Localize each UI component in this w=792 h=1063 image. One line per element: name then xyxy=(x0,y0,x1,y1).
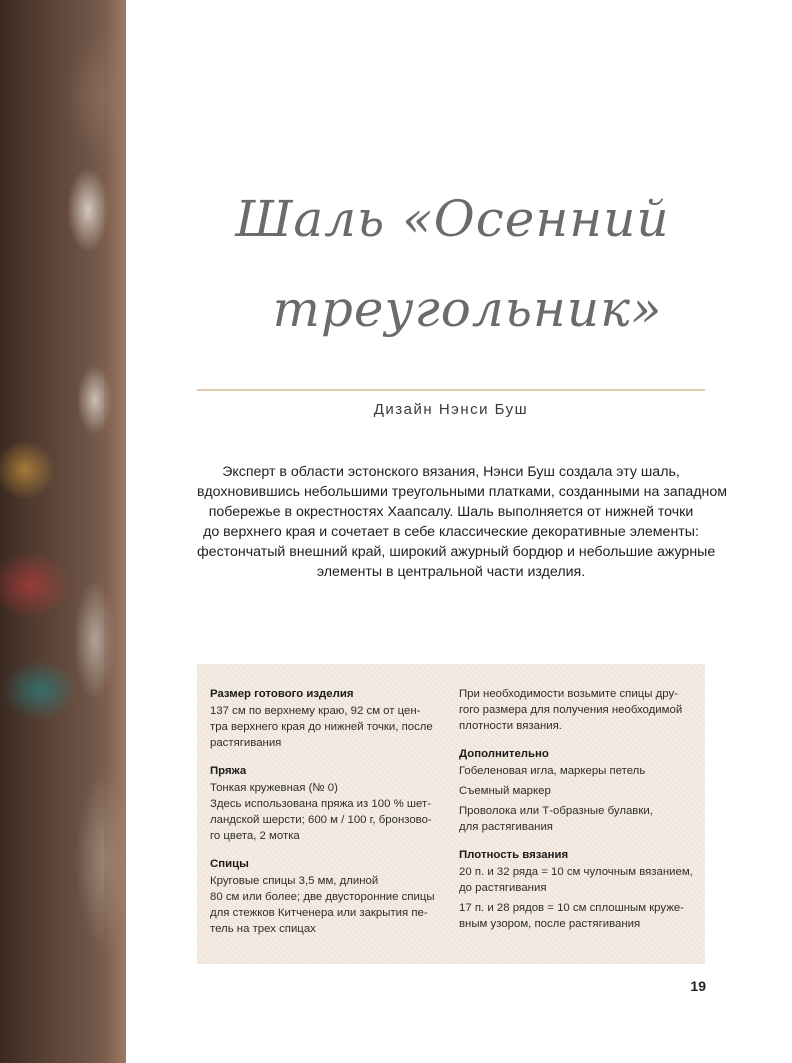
page-number: 19 xyxy=(690,978,706,994)
intro-line: до верхнего края и сочетает в себе классические декоративные элементы: xyxy=(203,524,699,540)
gauge-line: 20 п. и 32 ряда = 10 см чулочным вязанием, xyxy=(459,866,693,878)
needles-line: тель на трех спицах xyxy=(210,923,316,935)
size-line: растягивания xyxy=(210,737,282,749)
decorative-photo-strip xyxy=(0,0,126,1063)
extras-item: Гобеленовая игла, маркеры петель xyxy=(459,765,646,777)
needles-note-line: При необходимости возьмите спицы дру- xyxy=(459,688,678,700)
yarn-line: Здесь использована пряжа из 100 % шет- xyxy=(210,798,432,810)
intro-line: элементы в центральной части изделия. xyxy=(316,564,586,580)
title-line-2: треугольник» xyxy=(272,280,663,338)
info-column-right xyxy=(459,686,699,944)
size-line: тра верхнего края до нижней точки, после xyxy=(210,721,433,733)
yarn-heading: Пряжа xyxy=(210,765,247,777)
gauge-line: 17 п. и 28 рядов = 10 см сплошным круже- xyxy=(459,902,684,914)
extras-section xyxy=(459,746,699,835)
needles-note xyxy=(459,686,699,734)
intro-line: вдохновившись небольшими треугольными платками, созданными на западном xyxy=(197,484,728,500)
gauge-section xyxy=(459,847,699,932)
gauge-heading: Плотность вязания xyxy=(459,849,569,861)
pattern-info-box xyxy=(197,664,705,964)
size-section xyxy=(210,686,450,751)
needles-line: Круговые спицы 3,5 мм, длиной xyxy=(210,875,379,887)
needles-line: 80 см или более; две двусторонние спицы xyxy=(210,891,435,903)
gauge-line: вным узором, после растягивания xyxy=(459,918,641,930)
yarn-line: го цвета, 2 мотка xyxy=(210,830,300,842)
intro-line: фестончатый внешний край, широкий ажурный бордюр и небольшие ажурные xyxy=(197,544,716,560)
yarn-line: Тонкая кружевная (№ 0) xyxy=(210,782,338,794)
needles-heading: Спицы xyxy=(210,858,249,870)
title-line-1: Шаль «Осенний xyxy=(235,190,670,248)
info-column-left xyxy=(210,686,450,949)
extras-item: Съемный маркер xyxy=(459,785,551,797)
title-divider xyxy=(197,389,705,391)
intro-line: побережье в окрестностях Хаапсалу. Шаль выполняется от нижней точки xyxy=(208,504,694,520)
page-title xyxy=(200,165,705,385)
intro-line: Эксперт в области эстонского вязания, Нэнси Буш создала эту шаль, xyxy=(222,464,680,480)
extras-heading: Дополнительно xyxy=(459,748,549,760)
yarn-line: ландской шерсти; 600 м / 100 г, бронзово- xyxy=(210,814,432,826)
extras-item: для растягивания xyxy=(459,821,553,833)
needles-section xyxy=(210,856,450,937)
needles-note-line: плотности вязания. xyxy=(459,720,562,732)
size-line: 137 см по верхнему краю, 92 см от цен- xyxy=(210,705,421,717)
size-heading: Размер готового изделия xyxy=(210,688,354,700)
needles-line: для стежков Китченера или закрытия пе- xyxy=(210,907,428,919)
yarn-section xyxy=(210,763,450,844)
extras-item: Проволока или Т-образные булавки, xyxy=(459,805,653,817)
gauge-line: до растягивания xyxy=(459,882,547,894)
intro-paragraph xyxy=(197,462,728,582)
designer-credit: Дизайн Нэнси Буш xyxy=(373,401,529,418)
needles-note-line: гого размера для получения необходимой xyxy=(459,704,683,716)
